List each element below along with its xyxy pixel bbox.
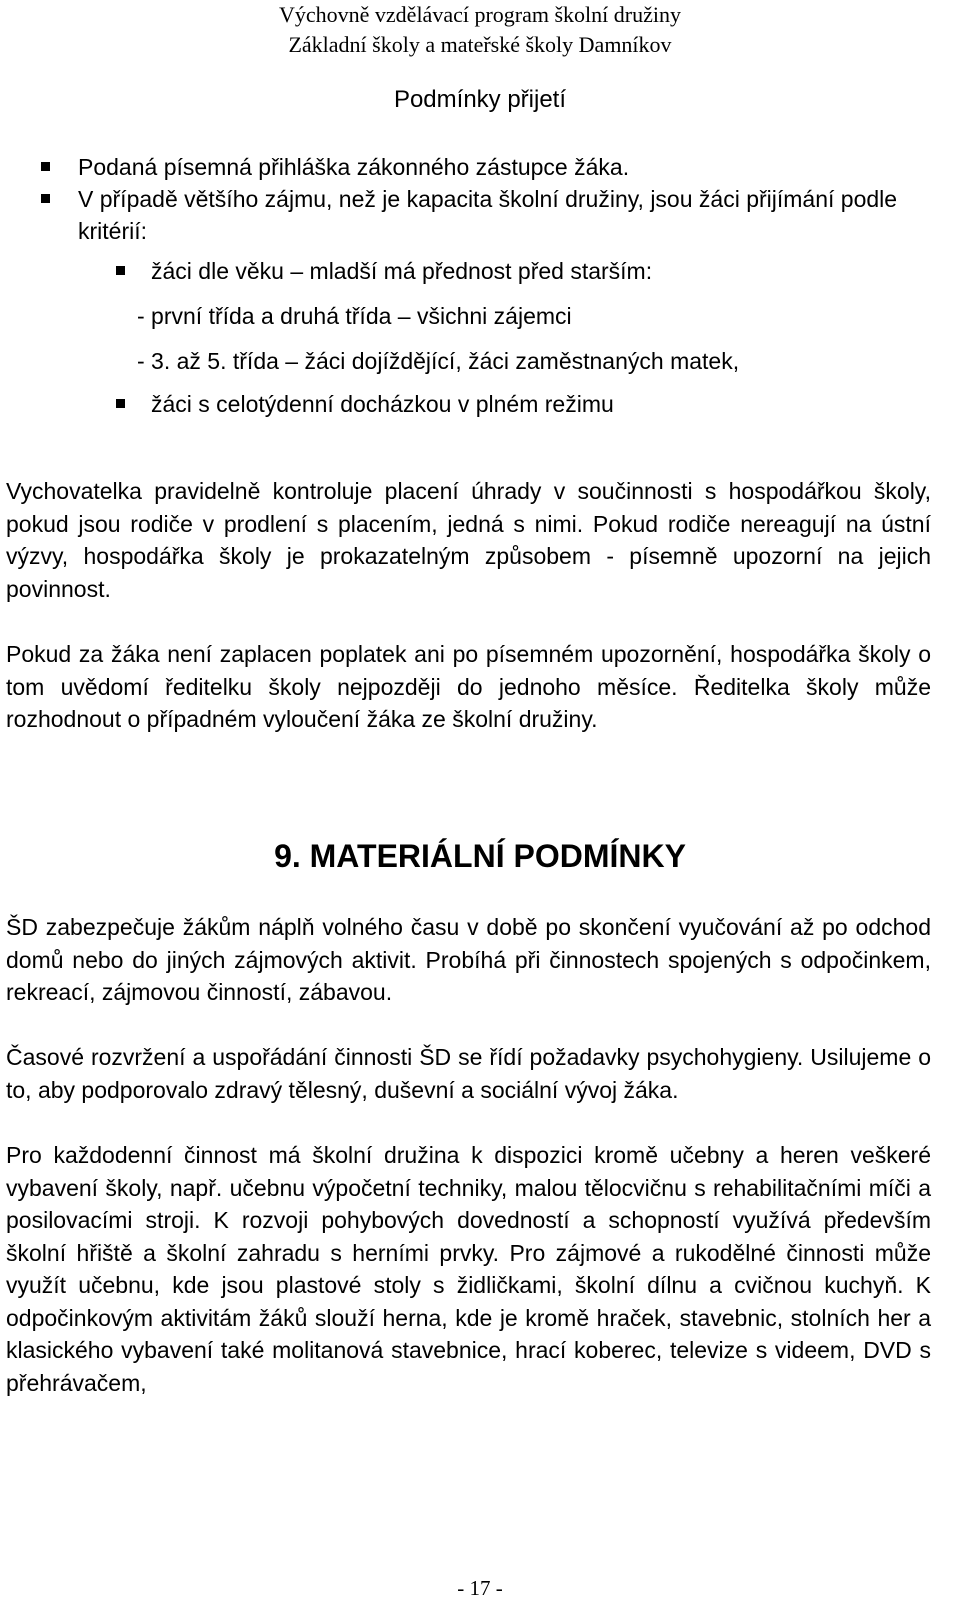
square-bullet-icon <box>41 162 50 171</box>
header-school-name: Základní školy a mateřské školy Damníkov <box>288 32 672 57</box>
sub-list-item-text: žáci dle věku – mladší má přednost před starším: <box>151 258 653 284</box>
chapter-title: 9. MATERIÁLNÍ PODMÍNKY <box>274 838 686 874</box>
list-item-text: Podaná písemná přihláška zákonného zástupce žáka. <box>78 154 630 180</box>
header-program-title: Výchovně vzdělávací program školní družiny <box>279 2 681 27</box>
sub-list-item-text: žáci s celotýdenní docházkou v plném režimu <box>151 391 614 417</box>
fee-control-paragraph: Vychovatelka pravidelně kontroluje placení úhrady v součinnosti s hospodářkou školy, pokud jsou rodiče v prodlení s placením, jedná s nimi. Pokud rodiče nereagují na ústní výzvy, hospodářka školy je prokazatelným způsobem - písemně upozorní na jejich povinnost. <box>6 478 931 602</box>
chapter-paragraph: Pro každodenní činnost má školní družina k dispozici kromě učebny a heren veškeré vybavení školy, např. učebnu výpočetní techniky, malou tělocvičnu s rehabilitačními míči a posilovacími stroji. K rozvoji pohybových dovedností a schopností využívá především školní hřiště a školní zahradu s herními prvky. Pro zájmové a rukodělné činnosti může využít učebnu, kde jsou plastové stoly s židličkami, školní dílnu a cvičnou kuchyň. K odpočinkovým aktivitám žáků slouží herna, kde je kromě hraček, stavebnic, stolních her a klasického vybavení také molitanová stavebnice, hrací koberec, televize s videem, DVD s přehrávačem, <box>6 1142 931 1396</box>
section-title: Podmínky přijetí <box>393 86 567 113</box>
page-header <box>0 0 960 60</box>
sub-list-item <box>151 388 931 420</box>
sub-criterion-line: - první třída a druhá třída – všichni zájemci <box>137 303 572 329</box>
chapter-paragraph: Časové rozvržení a uspořádání činnosti ŠD se řídí požadavky psychohygieny. Usilujeme o to, aby podporovalo zdravý tělesný, duševní a sociální vývoj žáka. <box>6 1044 931 1103</box>
square-bullet-icon <box>116 266 125 275</box>
page-number: - 17 - <box>457 1576 503 1600</box>
unpaid-fee-paragraph: Pokud za žáka není zaplacen poplatek ani po písemném upozornění, hospodářka školy o tom uvědomí ředitelku školy nejpozději do jednoho měsíce. Ředitelka školy může rozhodnout o případném vyloučení žáka ze školní družiny. <box>6 641 931 732</box>
square-bullet-icon <box>41 194 50 203</box>
square-bullet-icon <box>116 399 125 408</box>
sub-criterion-line: - 3. až 5. třída – žáci dojíždějící, žáci zaměstnaných matek, <box>137 348 740 374</box>
list-item-text: V případě většího zájmu, než je kapacita školní družiny, jsou žáci přijímání podle kritérií: <box>78 186 898 244</box>
list-item <box>78 183 938 247</box>
chapter-paragraph: ŠD zabezpečuje žákům náplň volného času v době po skončení vyučování až po odchod domů nebo do jiných zájmových aktivit. Probíhá při činnostech spojených s odpočinkem, rekreací, zájmovou činností, zábavou. <box>6 914 931 1005</box>
list-item <box>78 151 938 183</box>
sub-list-item <box>151 255 931 287</box>
